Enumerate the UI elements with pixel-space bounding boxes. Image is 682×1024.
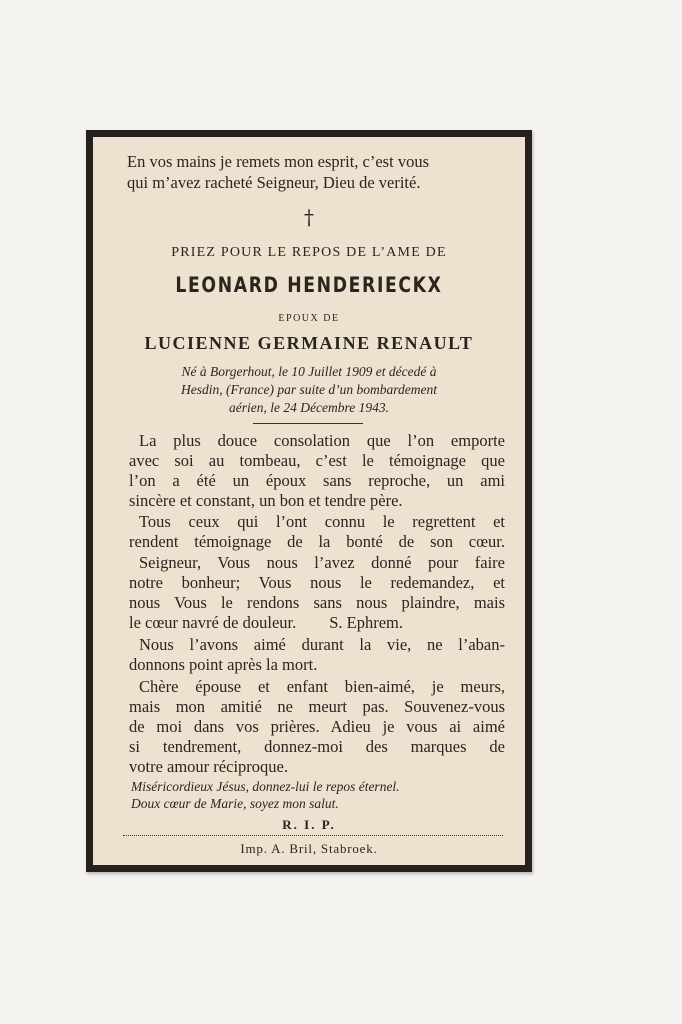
divider-rule <box>253 423 363 424</box>
paragraph-3-line-1: Seigneur, Vous nous l’avez donné pour faire <box>139 553 505 572</box>
paragraph-5-line-4: si tendrement, donnez-moi des marques de <box>129 737 505 756</box>
paragraph-1-line-4: sincère et constant, un bon et tendre père. <box>129 491 403 510</box>
prayer-line-1: Miséricordieux Jésus, donnez-lui le repos éternel. <box>131 779 400 794</box>
paragraph-1-line-2: avec soi au tombeau, c’est le témoignage que <box>129 451 505 470</box>
prayer-line-2: Doux cœur de Marie, soyez mon salut. <box>131 796 339 811</box>
birth-death-line-2: Hesdin, (France) par suite d’un bombardement <box>181 382 437 397</box>
paragraph-4-line-2: donnons point après la mort. <box>129 655 318 674</box>
paragraph-1-line-3: l’on a été un époux sans reproche, un ami <box>129 471 505 490</box>
paragraph-3-line-2: notre bonheur; Vous nous le redemandez, et <box>129 573 505 592</box>
paragraph-2-line-2: rendent témoignage de la bonté de son cœur. <box>129 532 505 551</box>
dotted-divider <box>123 835 503 836</box>
printer-imprint: Imp. A. Bril, Stabroek. <box>240 841 378 856</box>
prayer-request: PRIEZ POUR LE REPOS DE L’AME DE <box>171 245 447 260</box>
paragraph-5-line-3: de moi dans vos prières. Adieu je vous ai aimé <box>129 717 505 736</box>
paragraph-3-line-3: nous Vous le rendons sans nous plaindre, mais <box>129 593 505 612</box>
epigraph-line-1: En vos mains je remets mon esprit, c’est vous <box>127 152 429 171</box>
spouse-name: LUCIENNE GERMAINE RENAULT <box>144 333 474 353</box>
spouse-label: EPOUX DE <box>278 313 340 324</box>
card-content <box>93 137 525 865</box>
rip-mark: R. I. P. <box>282 817 336 832</box>
paragraph-1-line-1: La plus douce consolation que l’on emporte <box>139 431 505 450</box>
birth-death-line-3: aérien, le 24 Décembre 1943. <box>229 400 389 415</box>
birth-death-line-1: Né à Borgerhout, le 10 Juillet 1909 et décedé à <box>181 364 437 379</box>
paragraph-2-line-1: Tous ceux qui l’ont connu le regrettent et <box>139 512 505 531</box>
paragraph-4-line-1: Nous l’avons aimé durant la vie, ne l’aban- <box>139 635 505 654</box>
deceased-name: LEONARD HENDERIECKX <box>175 273 443 297</box>
memorial-card <box>86 130 532 872</box>
cross-icon: † <box>304 205 314 229</box>
paragraph-5-line-2: mais mon amitié ne meurt pas. Souvenez-vous <box>129 697 505 716</box>
epigraph-line-2: qui m’avez racheté Seigneur, Dieu de verité. <box>127 173 421 192</box>
paragraph-5-line-5: votre amour réciproque. <box>129 757 288 776</box>
paragraph-3-line-4: le cœur navré de douleur. S. Ephrem. <box>129 613 404 632</box>
paragraph-5-line-1: Chère épouse et enfant bien-aimé, je meurs, <box>139 677 505 696</box>
